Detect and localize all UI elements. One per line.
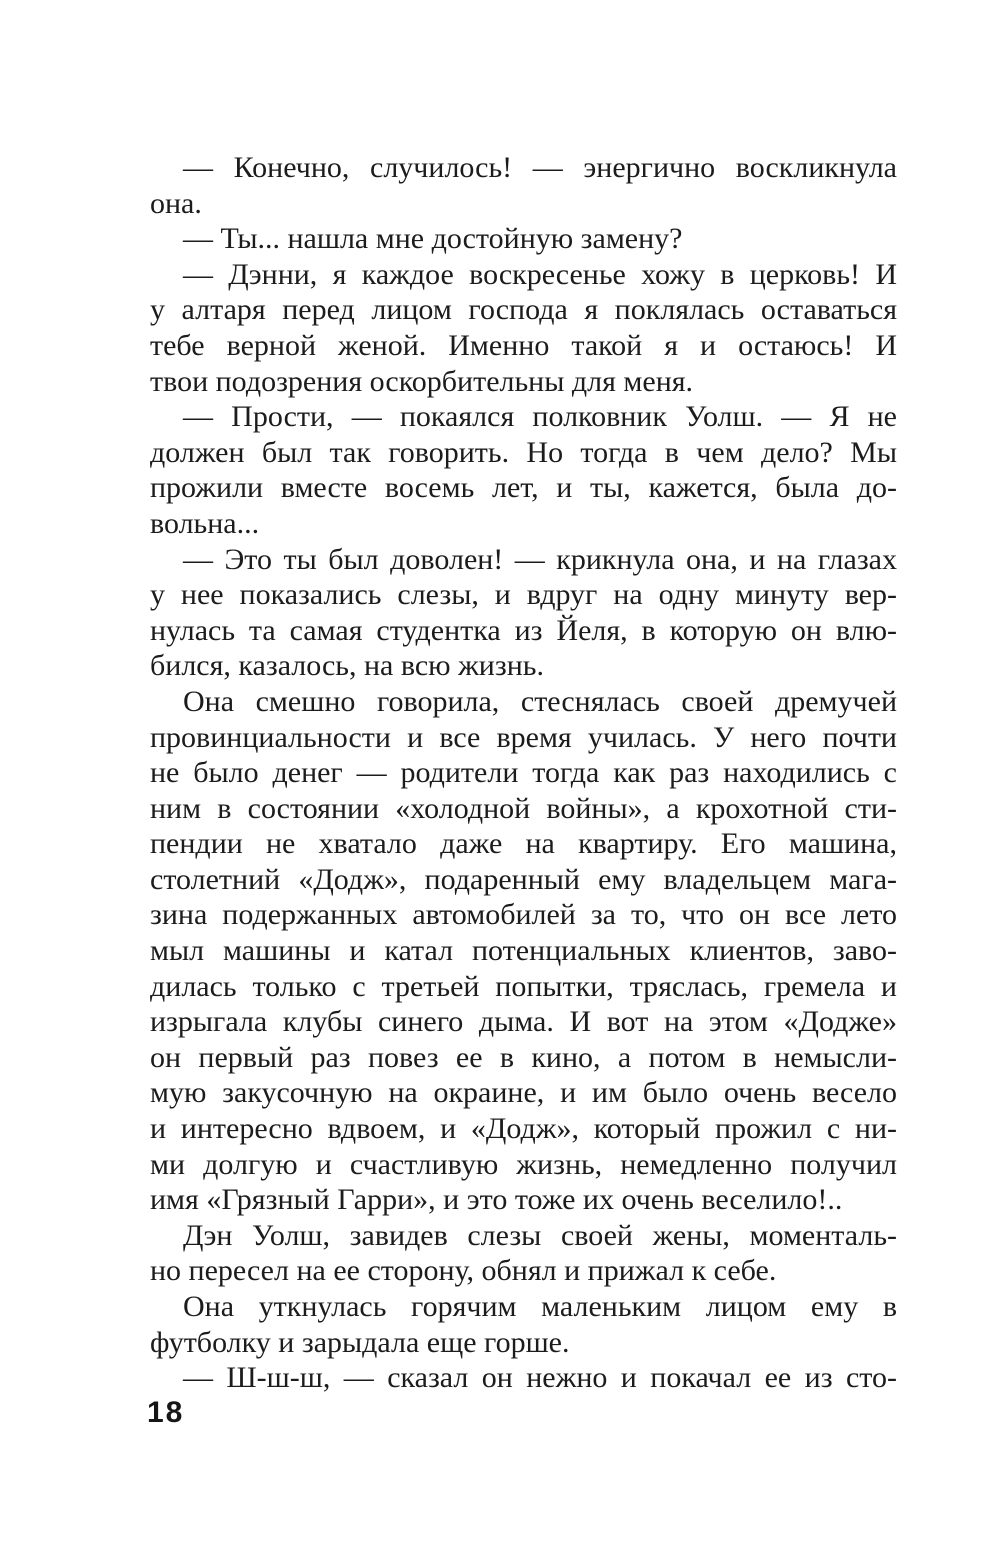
paragraph [150, 150, 897, 221]
text-line: пендии не хватало даже на квартиру. Его машина, [150, 827, 897, 861]
text-line: вольна... [150, 506, 260, 540]
text-line: твои подозрения оскорбительны для меня. [150, 364, 694, 398]
text-line: зина подержанных автомобилей за то, что он все лето [150, 898, 897, 932]
text-line: Она смешно говорила, стеснялась своей дремучей [183, 684, 897, 718]
text-line: изрыгала клубы синего дыма. И вот на этом «Додже» [150, 1005, 897, 1039]
paragraph [150, 1360, 897, 1396]
paragraph [150, 221, 897, 257]
text-line: имя «Грязный Гарри», и это тоже их очень веселило!.. [150, 1183, 843, 1217]
text-line: мую закусочную на окраине, и им было очень весело [150, 1076, 897, 1110]
text-line: — Конечно, случилось! — энергично воскликнула [183, 151, 897, 184]
paragraph [150, 1289, 897, 1360]
text-line: провинциальности и все время училась. У него почти [150, 720, 897, 754]
page-number: 18 [147, 1396, 185, 1429]
paragraph [150, 1218, 897, 1289]
paragraph [150, 542, 897, 684]
paragraph [150, 684, 897, 1218]
text-line: нулась та самая студентка из Йеля, в которую он влю- [150, 613, 897, 647]
text-line: дилась только с третьей попытки, тряслась, гремела и [150, 969, 897, 1003]
text-line: футболку и зарыдала еще горше. [150, 1325, 570, 1359]
text-line: у нее показались слезы, и вдруг на одну минуту вер- [150, 578, 897, 612]
text-line: но пересел на ее сторону, обнял и прижал к себе. [150, 1254, 777, 1288]
text-line: мыл машины и катал потенциальных клиентов, заво- [150, 934, 897, 968]
text-line: Дэн Уолш, завидев слезы своей жены, моменталь- [183, 1218, 897, 1252]
text-line: бился, казалось, на всю жизнь. [150, 649, 544, 683]
text-line: она. [150, 186, 202, 220]
text-line: ми долгую и счастливую жизнь, немедленно получил [150, 1147, 897, 1181]
text-line: — Дэнни, я каждое воскресенье хожу в церковь! И [183, 257, 897, 291]
text-line: у алтаря перед лицом господа я поклялась оставаться [150, 293, 897, 327]
text-line: — Прости, — покаялся полковник Уолш. — Я не [183, 400, 897, 434]
text-line: прожили вместе восемь лет, и ты, кажется, была до- [150, 471, 897, 505]
text-line: должен был так говорить. Но тогда в чем дело? Мы [150, 435, 897, 469]
text-line: столетний «Додж», подаренный ему владельцем мага- [150, 862, 897, 896]
text-line: — Ты... нашла мне достойную замену? [183, 222, 683, 256]
text-line: не было денег — родители тогда как раз находились с [150, 756, 897, 790]
text-line: тебе верной женой. Именно такой я и остаюсь! И [150, 328, 897, 362]
text-line: и интересно вдвоем, и «Додж», который прожил с ни- [150, 1112, 897, 1146]
text-line: Она уткнулась горячим маленьким лицом ему в [183, 1290, 897, 1323]
paragraph [150, 399, 897, 541]
text-line: он первый раз повез ее в кино, а потом в немысли- [150, 1040, 897, 1074]
paragraph [150, 257, 897, 399]
page-text [150, 150, 897, 1396]
text-line: ним в состоянии «холодной войны», а крохотной сти- [150, 791, 897, 825]
text-line: — Это ты был доволен! — крикнула она, и на глазах [183, 542, 897, 576]
text-line: — Ш-ш-ш, — сказал он нежно и покачал ее из сто- [183, 1361, 897, 1395]
